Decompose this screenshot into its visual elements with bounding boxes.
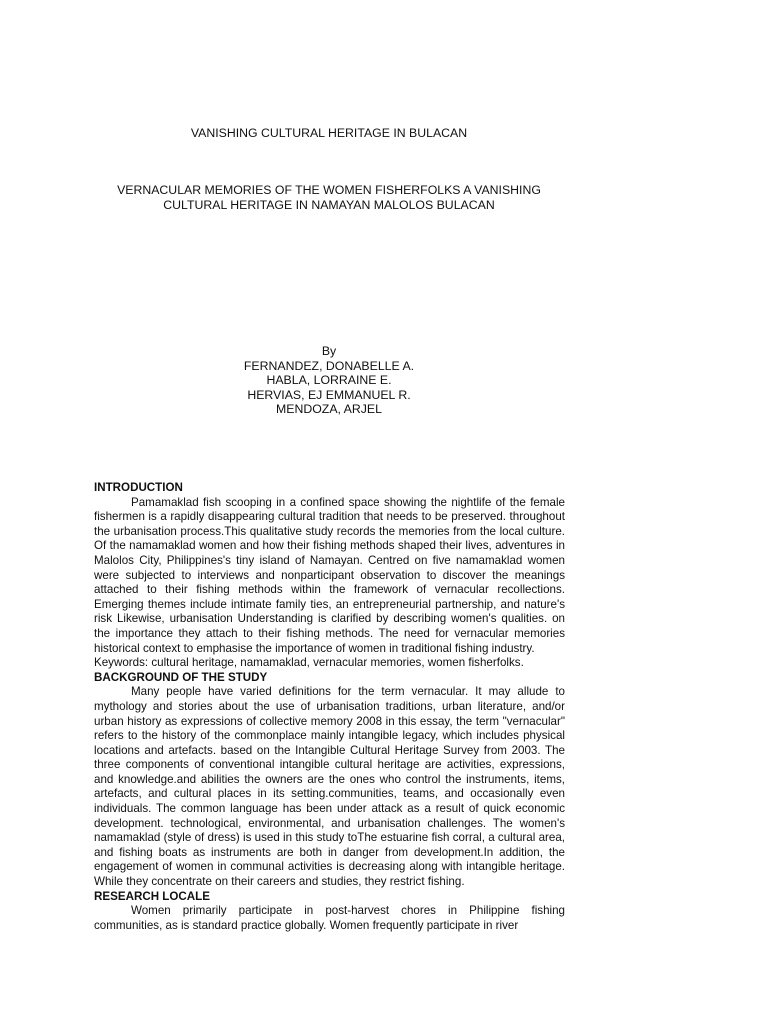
study-title-line-1: VERNACULAR MEMORIES OF THE WOMEN FISHERFOLKS A VANISHING xyxy=(117,183,541,197)
research-locale-heading: RESEARCH LOCALE xyxy=(94,889,210,903)
study-title xyxy=(0,183,658,213)
background-paragraph: Many people have varied definitions for the term vernacular. It may allude to mythology and stories about the use of urbanisation traditions, urban literature, and/or urban history as expressions of collective memory 2008 in this essay, the term "vernacular" refers to the history of the commonplace mainly intangible legacy, which includes physical locations and artefacts. based on the Intangible Cultural Heritage Survey from 2003. The three components of conventional intangible cultural heritage are activities, expressions, and knowledge.and abilities the owners are the ones who control the instruments, items, artefacts, and cultural places in its setting.communities, teams, and occasionally even individuals. The common language has been under attack as a result of quick economic development. technological, environmental, and urbanisation challenges. The women's namamaklad (style of dress) is used in this study toThe estuarine fish corral, a cultural area, and fishing boats as instruments are both in danger from development.In addition, the engagement of women in communal activities is decreasing along with intangible heritage. While they concentrate on their careers and studies, they restrict fishing. xyxy=(94,685,565,889)
document-header-title: VANISHING CULTURAL HERITAGE IN BULACAN xyxy=(190,126,468,140)
document-body xyxy=(94,481,565,933)
author-block xyxy=(0,344,658,417)
author-name: MENDOZA, ARJEL xyxy=(276,402,382,417)
introduction-heading: INTRODUCTION xyxy=(94,481,183,494)
author-name: HERVIAS, EJ EMMANUEL R. xyxy=(247,387,411,402)
author-name: FERNANDEZ, DONABELLE A. xyxy=(243,358,415,373)
by-label: By xyxy=(321,344,337,358)
research-locale-paragraph: Women primarily participate in post-harvest chores in Philippine fishing communities, as is standard practice globally. Women frequently participate in river xyxy=(94,904,565,932)
background-heading: BACKGROUND OF THE STUDY xyxy=(94,670,268,684)
keywords-line: Keywords: cultural heritage, namamaklad, vernacular memories, women fisherfolks. xyxy=(94,656,524,670)
study-title-line-2: CULTURAL HERITAGE IN NAMAYAN MALOLOS BULACAN xyxy=(163,198,495,212)
author-name: HABLA, LORRAINE E. xyxy=(266,373,392,388)
introduction-paragraph: Pamamaklad fish scooping in a confined space showing the nightlife of the female fishermen is a rapidly disappearing cultural tradition that needs to be preserved. throughout the urbanisation process.This qualitative study records the memories from the local culture. Of the namamaklad women and how their fishing methods shaped their lives, adventures in Malolos City, Philippines's tiny island of Namayan. Centred on five namamaklad women were subjected to interviews and nonparticipant observation to discover the meanings attached to their fishing methods within the framework of vernacular recollections. Emerging themes include intimate family ties, an entrepreneurial partnership, and nature's risk Likewise, urbanisation Understanding is clarified by describing women's qualities. on the importance they attach to their fishing methods. The need for vernacular memories historical context to emphasise the importance of women in traditional fishing industry. xyxy=(94,495,565,655)
